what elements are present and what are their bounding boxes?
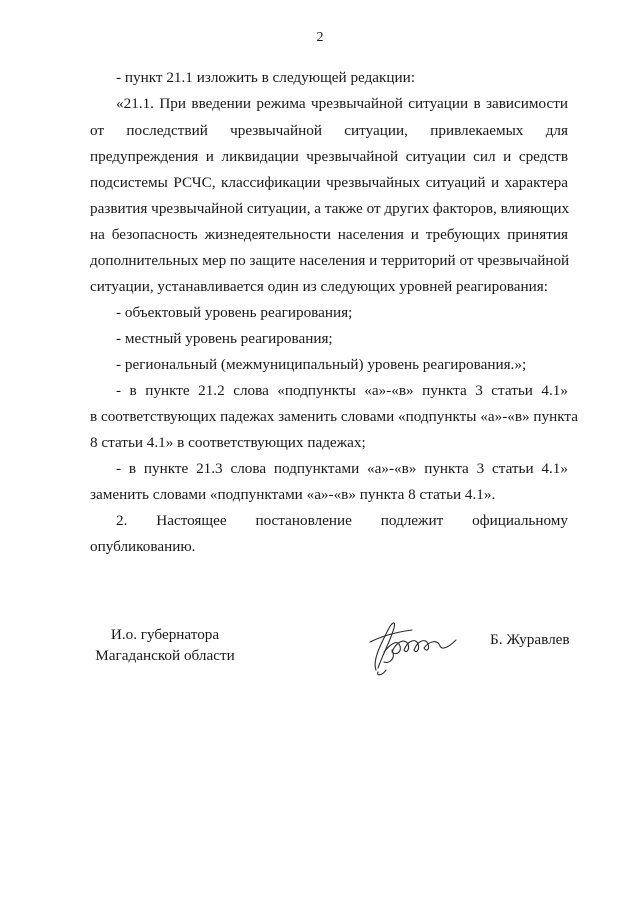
paragraph-line: на безопасность жизнедеятельности населения и требующих принятия (90, 226, 568, 243)
paragraph-line: заменить словами «подпунктами «а»-«в» пункта 8 статьи 4.1». (90, 486, 496, 503)
paragraph-line: 2. Настоящее постановление подлежит официальному (116, 512, 568, 529)
list-item: - местный уровень реагирования; (116, 330, 333, 347)
signatory-position-line2: Магаданской области (95, 647, 235, 664)
paragraph-line: от последствий чрезвычайной ситуации, привлекаемых для (90, 122, 568, 139)
paragraph-line: «21.1. При введении режима чрезвычайной ситуации в зависимости (116, 95, 568, 112)
paragraph-line: - пункт 21.1 изложить в следующей редакции: (116, 69, 416, 86)
handwritten-signature (362, 612, 474, 678)
page-number: 2 (316, 30, 324, 45)
signatory-position (90, 624, 240, 666)
paragraph-line: предупреждения и ликвидации чрезвычайной ситуации сил и средств (90, 148, 568, 165)
paragraph-line: ситуации, устанавливается один из следующих уровней реагирования: (90, 278, 548, 295)
signatory-name: Б. Журавлев (490, 631, 570, 648)
paragraph-line: подсистемы РСЧС, классификации чрезвычайных ситуаций и характера (90, 174, 568, 191)
paragraph-line: - в пункте 21.2 слова «подпункты «а»-«в» пункта 3 статьи 4.1» (116, 382, 568, 399)
paragraph-line: в соответствующих падежах заменить словами «подпункты «а»-«в» пункта (90, 408, 578, 425)
list-item: - региональный (межмуниципальный) уровень реагирования.»; (116, 356, 527, 373)
paragraph-line: - в пункте 21.3 слова подпунктами «а»-«в» пункта 3 статьи 4.1» (116, 460, 568, 477)
paragraph-line: дополнительных мер по защите населения и территорий от чрезвычайной (90, 252, 570, 269)
paragraph-line: развития чрезвычайной ситуации, а также от других факторов, влияющих (90, 200, 570, 217)
list-item: - объектовый уровень реагирования; (116, 304, 353, 321)
signatory-position-line1: И.о. губернатора (110, 626, 220, 643)
paragraph-line: 8 статьи 4.1» в соответствующих падежах; (90, 434, 366, 451)
paragraph-line: опубликованию. (90, 538, 196, 555)
